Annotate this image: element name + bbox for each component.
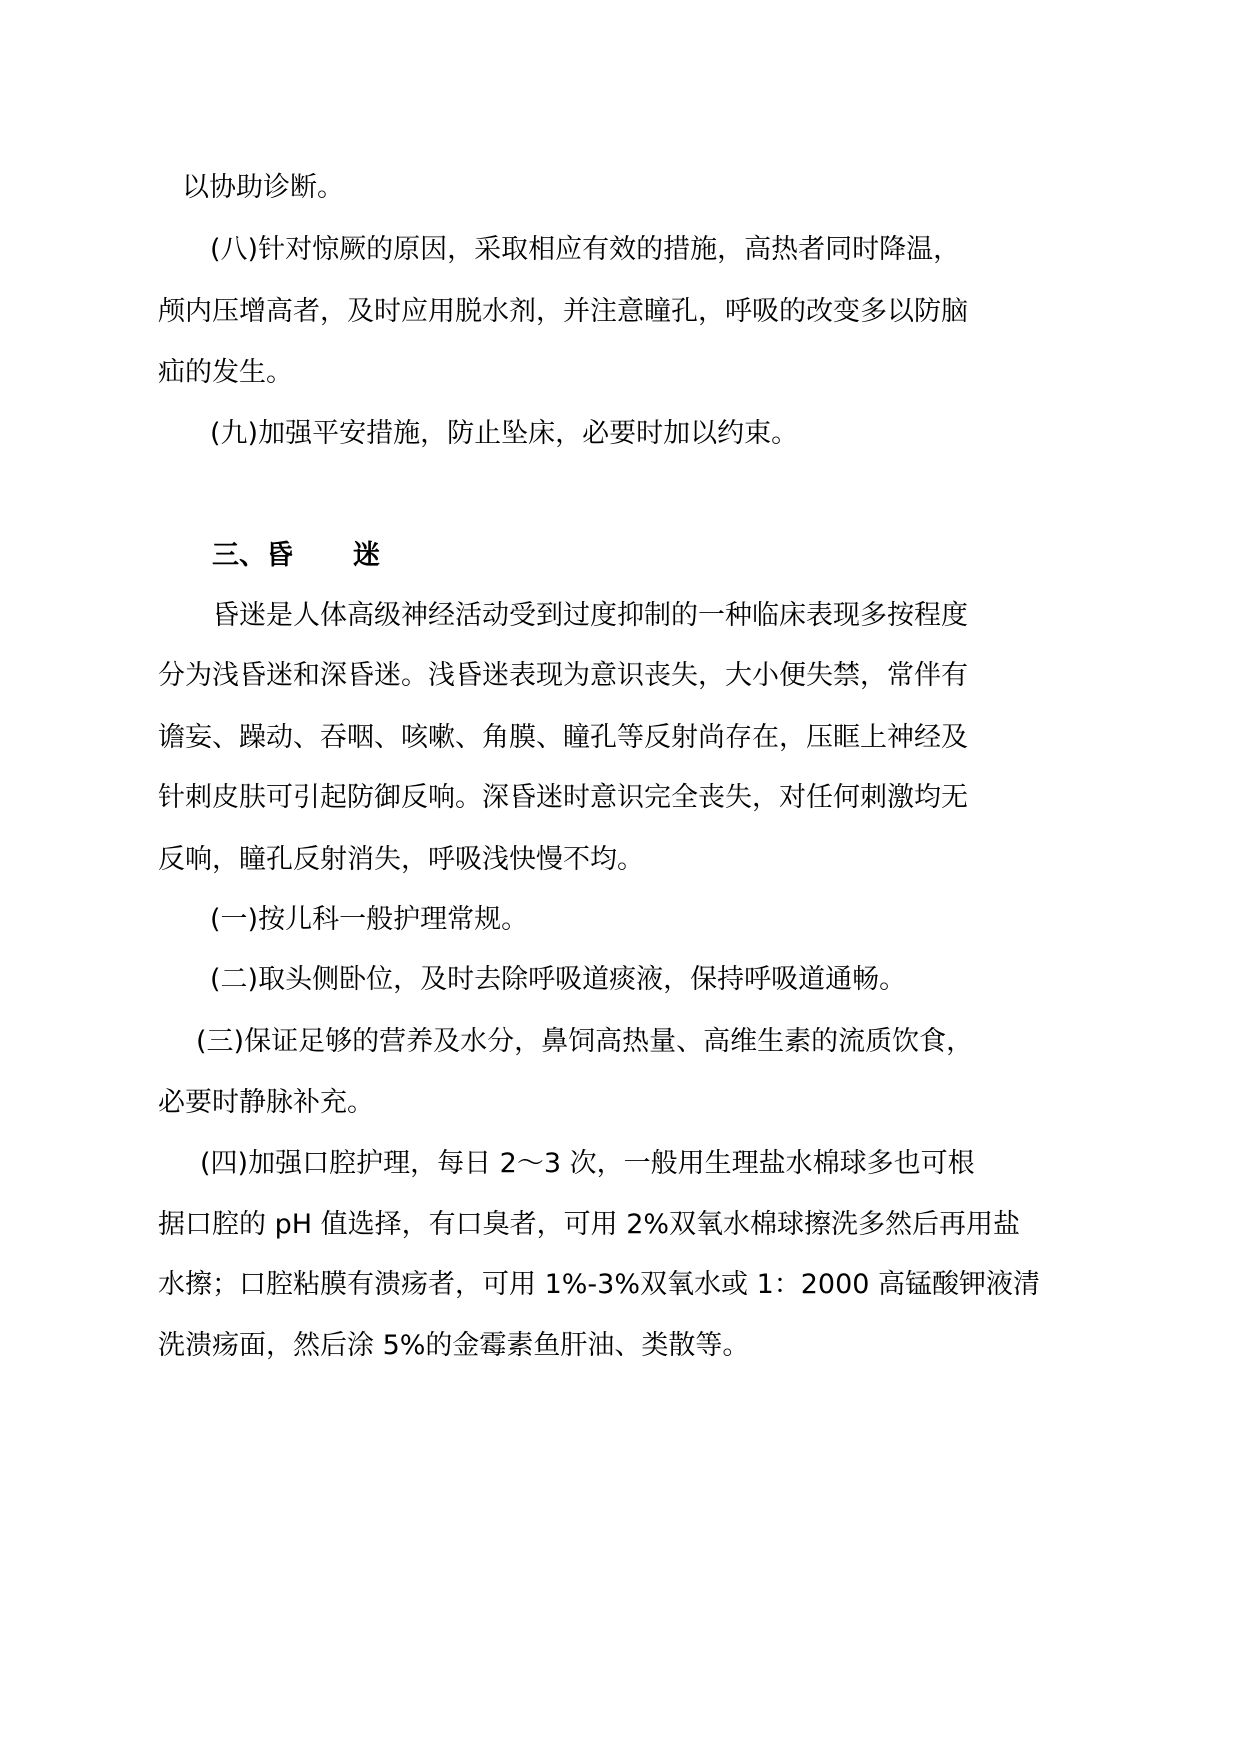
section-heading	[212, 536, 380, 576]
paragraph-line: (二)取头侧卧位，及时去除呼吸道痰液，保持呼吸道通畅。	[210, 964, 907, 995]
paragraph-line: 以协助诊断。	[182, 172, 344, 203]
paragraph-line: (三)保证足够的营养及水分，鼻饲高热量、高维生素的流质饮食，	[196, 1026, 974, 1057]
paragraph-line: 分为浅昏迷和深昏迷。浅昏迷表现为意识丧失，大小便失禁，常伴有	[158, 660, 968, 691]
paragraph-line: 颅内压增高者，及时应用脱水剂，并注意瞳孔，呼吸的改变多以防脑	[158, 296, 968, 327]
section-heading-prefix: 三、昏	[212, 540, 293, 571]
paragraph-line: 昏迷是人体高级神经活动受到过度抑制的一种临床表现多按程度	[212, 600, 968, 631]
paragraph-line: (一)按儿科一般护理常规。	[210, 904, 529, 935]
paragraph-line: (八)针对惊厥的原因，采取相应有效的措施，高热者同时降温，	[210, 234, 961, 265]
section-heading-suffix: 迷	[353, 540, 380, 571]
paragraph-line: 针刺皮肤可引起防御反响。深昏迷时意识完全丧失，对任何刺激均无	[158, 782, 968, 813]
paragraph-line: 谵妄、躁动、吞咽、咳嗽、角膜、瞳孔等反射尚存在，压眶上神经及	[158, 722, 968, 753]
paragraph-line: 疝的发生。	[158, 357, 293, 388]
paragraph-line: (四)加强口腔护理，每日 2～3 次，一般用生理盐水棉球多也可根	[200, 1148, 975, 1179]
paragraph-line: 洗溃疡面，然后涂 5%的金霉素鱼肝油、类散等。	[158, 1330, 750, 1361]
paragraph-line: 水擦；口腔粘膜有溃疡者，可用 1%-3%双氧水或 1：2000 高锰酸钾液清	[158, 1269, 1041, 1300]
paragraph-line: (九)加强平安措施，防止坠床，必要时加以约束。	[210, 418, 799, 449]
paragraph-line: 必要时静脉补充。	[158, 1087, 374, 1118]
paragraph-line: 反响，瞳孔反射消失，呼吸浅快慢不均。	[158, 844, 644, 875]
paragraph-line: 据口腔的 pH 值选择，有口臭者，可用 2%双氧水棉球擦洗多然后再用盐	[158, 1209, 1021, 1240]
